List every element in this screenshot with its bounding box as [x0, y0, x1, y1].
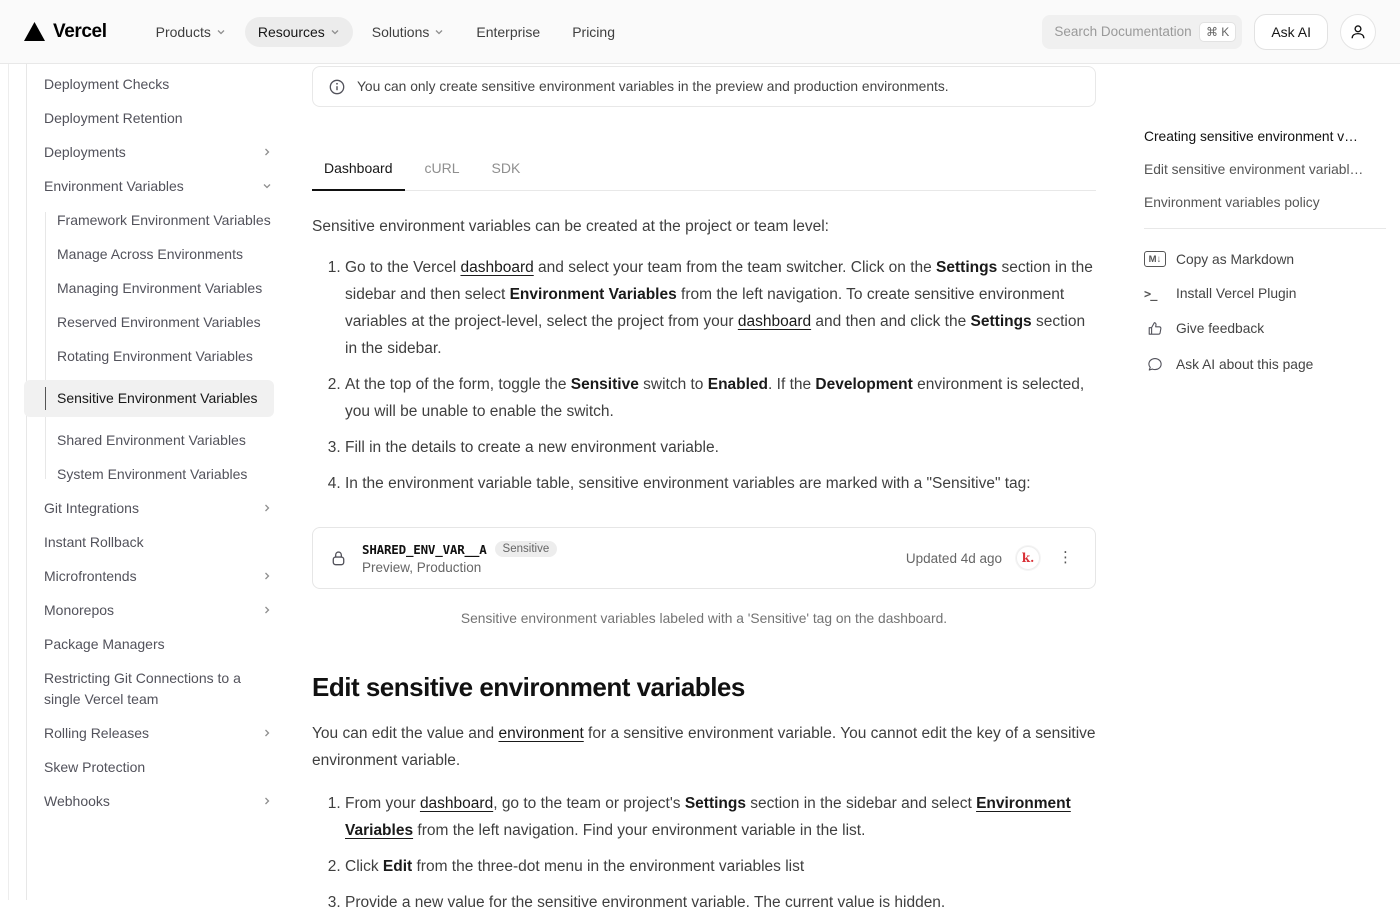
- text-segment: section in the sidebar.: [345, 313, 1086, 357]
- action-label: Install Vercel Plugin: [1176, 286, 1297, 301]
- search-input[interactable]: [1042, 15, 1242, 49]
- sidebar-item-label: Sensitive Environment Variables: [57, 390, 258, 406]
- text-segment: Development: [815, 376, 913, 393]
- sidebar-item-label: Deployment Retention: [44, 110, 183, 126]
- text-segment: Enabled: [707, 376, 769, 393]
- nav-label: Enterprise: [476, 23, 541, 40]
- sidebar-item-environment-variables[interactable]: [44, 176, 274, 197]
- nav-products[interactable]: [143, 17, 239, 47]
- sidebar-item-rolling-releases[interactable]: [44, 723, 274, 744]
- text-segment: Provide a new value for the sensitive environment variable. The current value is hidden.: [345, 894, 946, 911]
- vercel-logo[interactable]: [24, 21, 107, 43]
- inline-link[interactable]: Environment Variables: [345, 795, 1071, 839]
- editor-avatar: k.: [1016, 546, 1040, 570]
- table-of-contents: [1144, 64, 1390, 392]
- docs-sidebar: [0, 64, 290, 900]
- edit-intro-paragraph: [312, 720, 1096, 774]
- updated-timestamp: Updated 4d ago: [905, 550, 1002, 566]
- sidebar-item-webhooks[interactable]: [44, 791, 274, 812]
- sidebar-item-label: Skew Protection: [44, 759, 146, 775]
- sidebar-item-label: Instant Rollback: [44, 534, 144, 550]
- ask-ai-button[interactable]: Ask AI: [1254, 14, 1328, 50]
- text-segment: from the three-dot menu in the environment variables list: [412, 858, 805, 875]
- sidebar-item-manage-across-environments[interactable]: [57, 244, 274, 265]
- sidebar-item-label: Shared Environment Variables: [57, 432, 246, 448]
- env-variable-card: [312, 527, 1096, 589]
- sidebar-list: [0, 66, 290, 812]
- text-segment: from the left navigation. Find your environment variable in the list.: [413, 822, 866, 839]
- sidebar-item-deployments[interactable]: [44, 142, 274, 163]
- chevron-down-icon: [262, 181, 272, 191]
- give-feedback-button[interactable]: [1144, 320, 1390, 337]
- intro-paragraph: Sensitive environment variables can be created at the project or team level:: [312, 218, 829, 235]
- text-segment: In the environment variable table, sensitive environment variables are marked with a "Sensitive" tag:: [345, 475, 1031, 492]
- sidebar-item-instant-rollback[interactable]: [44, 532, 274, 553]
- text-segment: from the left navigation. To create sensitive environment variables at the project-level, select the project from your: [345, 286, 1065, 330]
- sidebar-subgroup-environment-variables: [0, 210, 290, 485]
- action-label: Copy as Markdown: [1176, 251, 1295, 267]
- account-button[interactable]: [1340, 14, 1376, 50]
- sidebar-item-monorepos[interactable]: [44, 600, 274, 621]
- text-segment: Settings: [684, 795, 746, 812]
- sidebar-item-sensitive-environment-variables[interactable]: [24, 380, 274, 417]
- sidebar-item-label: Package Managers: [44, 636, 165, 652]
- sidebar-item-restricting-git-connections[interactable]: [44, 668, 274, 710]
- ask-ai-about-page-button[interactable]: [1144, 356, 1390, 373]
- toc-link-edit[interactable]: Edit sensitive environment variabl…: [1144, 162, 1364, 177]
- thumbs-up-icon: [1144, 320, 1166, 337]
- text-segment: Fill in the details to create a new environment variable.: [345, 439, 719, 456]
- nav-enterprise[interactable]: [463, 17, 553, 47]
- sidebar-item-label: Managing Environment Variables: [57, 280, 263, 296]
- tab-sdk[interactable]: SDK: [491, 160, 521, 176]
- sidebar-item-label: Git Integrations: [44, 500, 139, 516]
- nav-resources[interactable]: [245, 17, 353, 47]
- sidebar-item-label: Microfrontends: [44, 568, 137, 584]
- logo-text: Vercel: [53, 20, 107, 42]
- nav-label: Solutions: [371, 23, 430, 40]
- sidebar-item-label: Deployments: [44, 144, 126, 160]
- sidebar-item-microfrontends[interactable]: [44, 566, 274, 587]
- copy-as-markdown-button[interactable]: [1144, 251, 1390, 267]
- sidebar-subgroup-rail: [45, 212, 46, 479]
- figure-caption: Sensitive environment variables labeled with a 'Sensitive' tag on the dashboard.: [460, 611, 948, 626]
- edit-steps-list: [312, 790, 1096, 916]
- nav-label: Resources: [257, 23, 325, 40]
- text-segment: Sensitive: [570, 376, 639, 393]
- text-segment: At the top of the form, toggle the: [345, 376, 571, 393]
- header-right: [1042, 14, 1376, 50]
- chevron-down-icon: [216, 27, 226, 37]
- chevron-right-icon: [262, 147, 272, 157]
- text-segment: environment is selected, you will be unable to enable the switch.: [345, 376, 1085, 420]
- env-card-right: [906, 546, 1077, 570]
- chevron-right-icon: [262, 605, 272, 615]
- sidebar-item-label: Rotating Environment Variables: [57, 348, 253, 364]
- chevron-down-icon: [434, 27, 444, 37]
- text-segment: and select your team from the team switcher. Click on the: [533, 259, 937, 276]
- list-item: [345, 434, 1096, 461]
- list-item: [345, 889, 1096, 916]
- sidebar-item-package-managers[interactable]: [44, 634, 274, 655]
- search-placeholder: Search Documentation: [1054, 24, 1192, 39]
- nav-solutions[interactable]: [359, 17, 458, 47]
- lock-icon: [329, 549, 348, 568]
- sidebar-item-label: Monorepos: [44, 602, 115, 618]
- callout-text: You can only create sensitive environment variables in the preview and production environments.: [357, 79, 949, 94]
- sidebar-item-label: System Environment Variables: [57, 466, 248, 482]
- nav-label: Products: [155, 23, 211, 40]
- three-dot-menu-icon[interactable]: ⋮: [1058, 549, 1073, 566]
- tab-curl[interactable]: cURL: [424, 160, 460, 176]
- text-segment: From your: [345, 795, 420, 812]
- toc-link-creating[interactable]: Creating sensitive environment v…: [1144, 129, 1358, 144]
- text-segment: Environment Variables: [509, 286, 677, 303]
- text-segment: . If the: [768, 376, 816, 393]
- inline-link[interactable]: environment: [498, 725, 584, 742]
- chevron-down-icon: [330, 27, 340, 37]
- info-icon: [329, 79, 345, 95]
- sidebar-item-reserved-environment-variables[interactable]: [57, 312, 274, 333]
- chat-bubble-icon: [1144, 356, 1166, 373]
- section-heading-edit: Edit sensitive environment variables: [312, 672, 745, 702]
- text-segment: Settings: [970, 313, 1032, 330]
- env-card-text: [362, 541, 557, 575]
- text-segment: Edit: [382, 858, 413, 875]
- text-segment: Go to the Vercel: [345, 259, 461, 276]
- sidebar-item-label: Restricting Git Connections to a single Vercel team: [44, 670, 241, 707]
- code-tabs: [312, 150, 1096, 191]
- action-label: Give feedback: [1176, 321, 1265, 336]
- sidebar-item-shared-environment-variables[interactable]: [57, 430, 274, 451]
- sidebar-item-framework-environment-variables[interactable]: [57, 210, 274, 231]
- active-item-rail: [45, 387, 46, 410]
- info-callout: [312, 66, 1096, 107]
- sidebar-item-label: Webhooks: [44, 793, 110, 809]
- env-environments: Preview, Production: [362, 560, 482, 575]
- sidebar-item-git-integrations[interactable]: [44, 498, 274, 519]
- nav-pricing[interactable]: [559, 17, 628, 47]
- text-segment: You can edit the value and: [312, 725, 499, 742]
- text-segment: section in the sidebar and then select: [345, 259, 1093, 303]
- text-segment: , go to the team or project's: [493, 795, 685, 812]
- markdown-icon: M↓: [1144, 251, 1166, 267]
- install-vercel-plugin-button[interactable]: [1144, 286, 1390, 301]
- keyboard-shortcut-badge: ⌘ K: [1199, 22, 1236, 42]
- sensitive-badge: Sensitive: [495, 541, 558, 557]
- vercel-triangle-icon: [24, 22, 45, 41]
- toc-divider: [1144, 228, 1386, 229]
- chevron-right-icon: [262, 728, 272, 738]
- chevron-right-icon: [262, 796, 272, 806]
- user-icon: [1349, 23, 1367, 41]
- sidebar-item-deployment-checks[interactable]: [44, 74, 274, 95]
- sidebar-item-skew-protection[interactable]: [44, 757, 274, 778]
- chevron-right-icon: [262, 503, 272, 513]
- chevron-right-icon: [262, 571, 272, 581]
- inline-link[interactable]: dashboard: [460, 259, 534, 276]
- sidebar-item-label: Deployment Checks: [44, 76, 170, 92]
- sidebar-item-label: Environment Variables: [44, 178, 184, 194]
- text-segment: Settings: [936, 259, 998, 276]
- action-label: Ask AI about this page: [1176, 357, 1314, 372]
- sidebar-item-label: Rolling Releases: [44, 725, 150, 741]
- inline-link[interactable]: dashboard: [737, 313, 812, 330]
- sidebar-item-label: Reserved Environment Variables: [57, 314, 261, 330]
- text-segment: and then and click the: [811, 313, 971, 330]
- text-segment: for a sensitive environment variable. You cannot edit the key of a sensitive environment variable.: [312, 725, 1096, 769]
- list-item: [345, 790, 1096, 844]
- list-item: [345, 470, 1096, 497]
- sidebar-item-managing-environment-variables[interactable]: [57, 278, 274, 299]
- sidebar-item-rotating-environment-variables[interactable]: [57, 346, 274, 367]
- sidebar-item-deployment-retention[interactable]: [44, 108, 274, 129]
- sidebar-item-label: Manage Across Environments: [57, 246, 243, 262]
- list-item: [345, 254, 1096, 362]
- create-steps-list: [312, 254, 1096, 497]
- env-card-left: [329, 541, 557, 575]
- tab-dashboard[interactable]: Dashboard: [312, 150, 405, 190]
- inline-link[interactable]: dashboard: [419, 795, 494, 812]
- doc-content: [312, 64, 1096, 911]
- toc-link-policy[interactable]: Environment variables policy: [1144, 195, 1320, 210]
- text-segment: Click: [345, 858, 383, 875]
- text-segment: section in the sidebar and select: [746, 795, 977, 812]
- list-item: [345, 371, 1096, 425]
- nav-label: Pricing: [572, 23, 615, 40]
- text-segment: switch to: [638, 376, 708, 393]
- list-item: [345, 853, 1096, 880]
- sidebar-item-label: Framework Environment Variables: [57, 212, 271, 228]
- terminal-icon: >_: [1144, 286, 1157, 301]
- sidebar-item-system-environment-variables[interactable]: [57, 464, 274, 485]
- top-nav-bar: [0, 0, 1400, 64]
- primary-nav: [143, 17, 628, 47]
- env-variable-name: SHARED_ENV_VAR__A: [362, 541, 487, 557]
